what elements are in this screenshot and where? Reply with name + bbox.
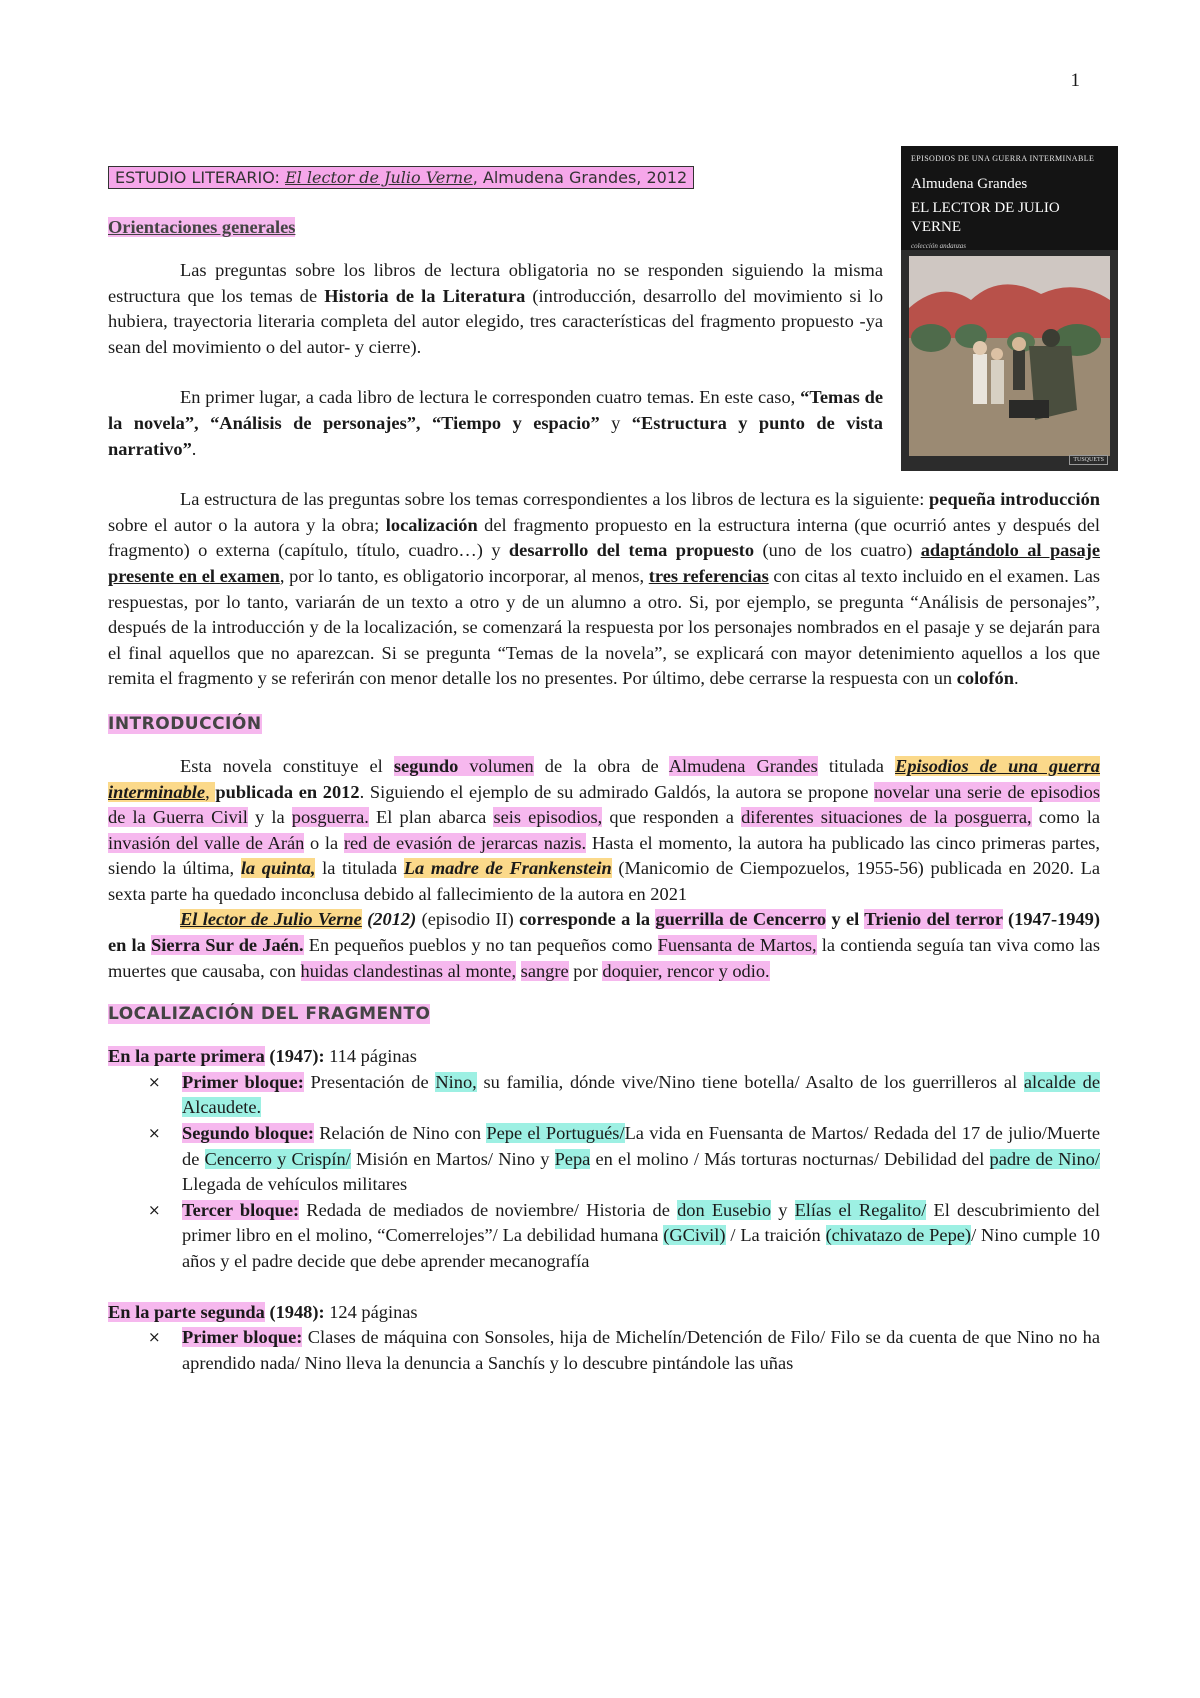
list-item: × Primer bloque: Presentación de Nino, su familia, dónde vive/Nino tiene botella/ Asalto de los guerrilleros al alcalde de Alcaudete.: [148, 1071, 1100, 1118]
cover-publisher: TUSQUETS: [1069, 455, 1108, 465]
parte-primera-heading: En la parte primera (1947): 114 páginas: [108, 1046, 417, 1067]
cover-collection: colección andanzas: [911, 242, 967, 250]
introduccion-paragraph-2: El lector de Julio Verne (2012) (episodio II) corresponde a la guerrilla de Cencerro y el Trienio del terror (1947-1949) en la Sierra Sur de Jaén. En pequeños pueblos y no tan pequeños como Fuensanta de Martos, la contienda seguía tan viva como las muertes que causaba, con huidas clandestinas al monte, sangre por doquier, rencor y odio.: [108, 909, 1100, 981]
page-number: 1: [1070, 70, 1080, 91]
parte-primera-list: [108, 1070, 1100, 1275]
introduccion-heading: INTRODUCCIÓN: [108, 713, 262, 734]
orientaciones-paragraph-1: Las preguntas sobre los libros de lectura obligatoria no se responden siguiendo la misma estructura que los temas de Historia de la Literatura (introducción, desarrollo del movimiento si lo hubiera, trayectoria literaria completa del autor elegido, tres características del fragmento propuesto -ya sean del movimiento o del autor- y cierre).: [108, 260, 884, 357]
orientaciones-heading: Orientaciones generales: [108, 217, 296, 237]
list-item: × Segundo bloque: Relación de Nino con Pepe el Portugués/La vida en Fuensanta de Martos/ Redada del 17 de julio/Muerte de Cencerro y Crispín/ Misión en Martos/ Nino y Pepa en el molino / Más torturas nocturnas/ Debilidad del padre de Nino/ Llegada de vehículos militares: [148, 1123, 1101, 1195]
parte-segunda-heading: En la parte segunda (1948): 124 páginas: [108, 1301, 418, 1322]
introduccion-paragraph-1: Esta novela constituye el segundo volumen de la obra de Almudena Grandes titulada Episodios de una guerra interminable, publicada en 2012. Siguiendo el ejemplo de su admirado Galdós, la autora se propone novelar una serie de episodios de la Guerra Civil y la posguerra. El plan abarca seis episodios, que responden a diferentes situaciones de la posguerra, como la invasión del valle de Arán o la red de evasión de jerarcas nazis. Hasta el momento, la autora ha publicado las cinco primeras partes, siendo la última, la quinta, la titulada La madre de Frankenstein (Manicomio de Ciempozuelos, 1955-56) publicada en 2020. La sexta parte ha quedado inconclusa debido al fallecimiento de la autora en 2021: [108, 755, 1101, 904]
title-label: ESTUDIO LITERARIO:: [115, 168, 280, 187]
document-body: [108, 166, 1100, 1376]
title-box: [108, 166, 694, 189]
orientaciones-paragraph-3: La estructura de las preguntas sobre los temas correspondientes a los libros de lectura es la siguiente: pequeña introducción sobre el autor o la autora y la obra; localización del fragmento propuesto en la estructura interna (que ocurrió antes y después del fragmento) o externa (capítulo, título, cuadro…) y desarrollo del tema propuesto (uno de los cuatro) adaptándolo al pasaje presente en el examen, por lo tanto, es obligatorio incorporar, al menos, tres referencias con citas al texto incluido en el examen. Las respuestas, por lo tanto, variarán de un texto a otro y de un alumno a otro. Si, por ejemplo, se pregunta “Análisis de personajes”, después de la introducción y de la localización, se comenzará la respuesta por los personajes nombrados en el pasaje y se dejarán para el final aquellos que no aparezcan. Si se pregunta “Temas de la novela”, se explicará con mayor detenimiento aquellos a los que remita el fragmento y se referirán con menor detalle los no presentes. Por último, debe cerrarse la respuesta con un colofón.: [108, 489, 1101, 689]
cover-title: EL LECTOR DE JULIO VERNE: [911, 200, 1060, 235]
cover-author: Almudena Grandes: [911, 176, 1028, 192]
document-title: [108, 166, 1100, 189]
cover-series: EPISODIOS DE UNA GUERRA INTERMINABLE: [911, 154, 1095, 163]
orientaciones-paragraph-2: En primer lugar, a cada libro de lectura le corresponden cuatro temas. En este caso, “Temas de la novela”, “Análisis de personajes”, “Tiempo y espacio” y “Estructura y punto de vista narrativo”.: [108, 387, 883, 459]
list-item: × Tercer bloque: Redada de mediados de noviembre/ Historia de don Eusebio y Elías el Regalito/ El descubrimiento del primer libro en el molino, “Comerrelojes”/ La debilidad humana (GCivil) / La traición (chivatazo de Pepe)/ Nino cumple 10 años y el padre decide que debe aprender mecanografía: [148, 1199, 1101, 1271]
parte-segunda-list: [108, 1325, 1100, 1376]
list-item: × Primer bloque: Clases de máquina con Sonsoles, hija de Michelín/Detención de Filo/ Filo se da cuenta de que Nino no ha aprendido nada/ Nino lleva la denuncia a Sanchís y lo descubre pintándole las uñas: [148, 1327, 1100, 1373]
title-rest: , Almudena Grandes, 2012: [472, 168, 688, 187]
title-work: El lector de Julio Verne: [285, 168, 473, 187]
localizacion-heading: LOCALIZACIÓN DEL FRAGMENTO: [108, 1004, 431, 1025]
